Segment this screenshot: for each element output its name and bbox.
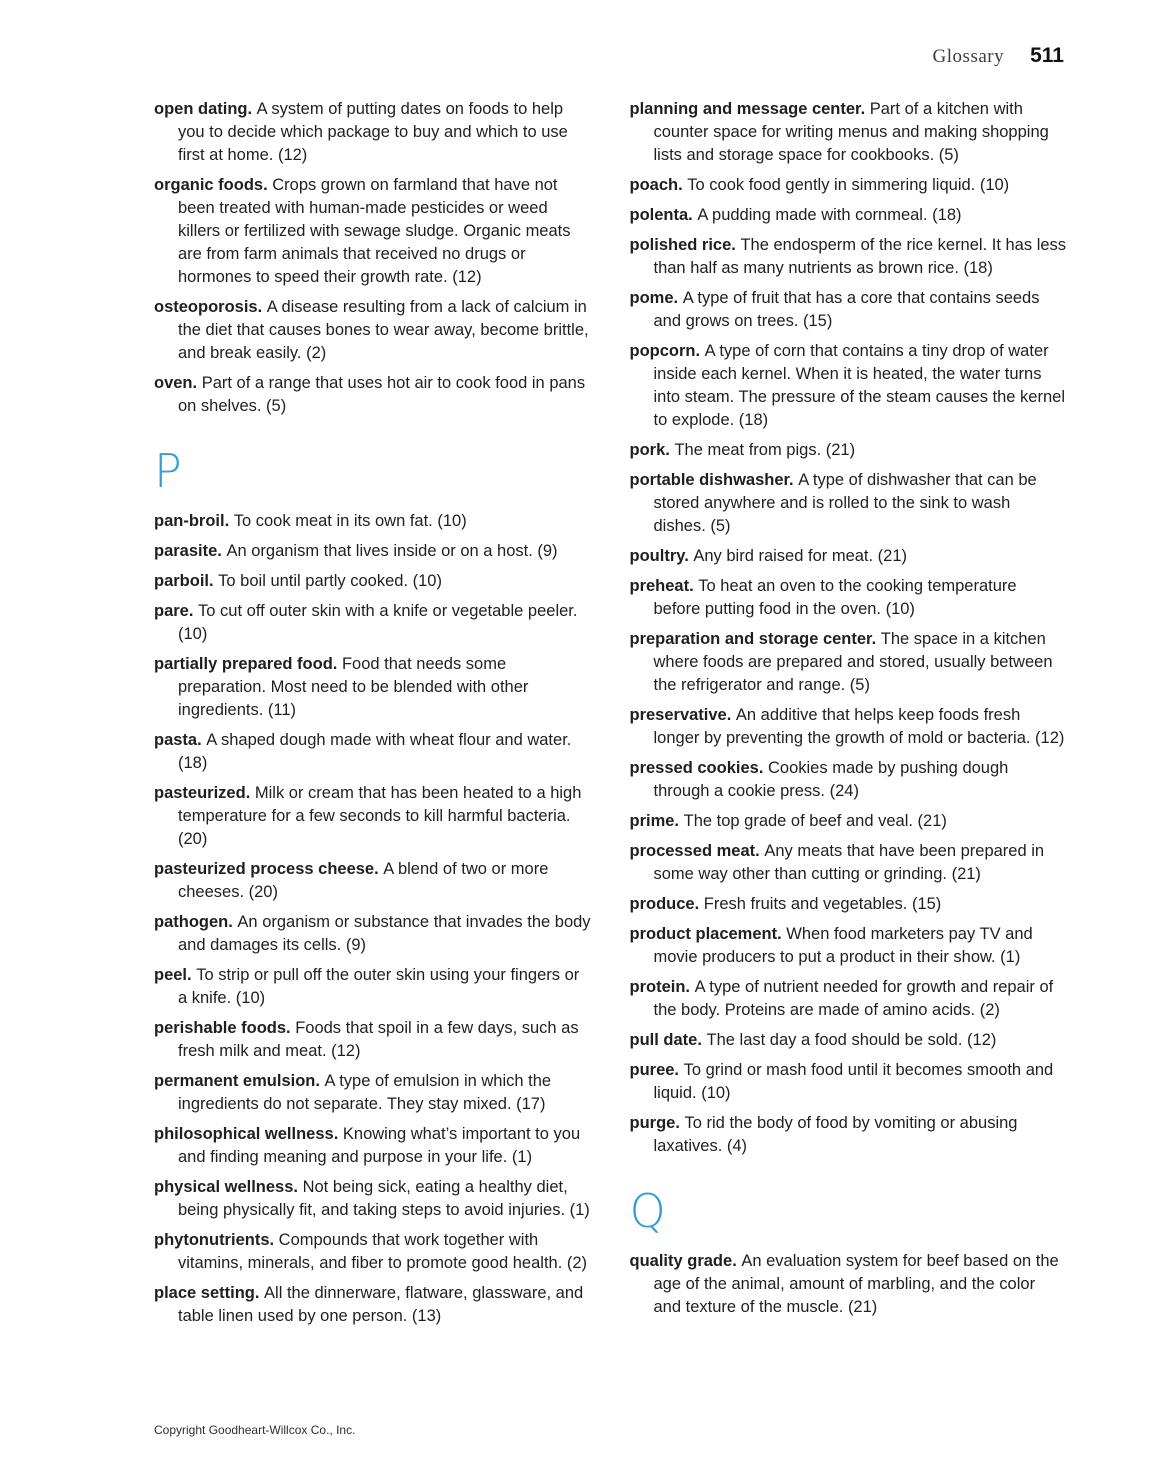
glossary-entry [630,287,1068,333]
entry-definition: An evaluation system for beef based on the age of the animal, amount of marbling, and the color and texture of the muscle. (21) [653,1252,1059,1316]
entry-definition: An additive that helps keep foods fresh longer by preventing the growth of mold or bacteria. (12) [653,706,1065,747]
entry-definition: Any meats that have been prepared in some way other than cutting or grinding. (21) [653,842,1045,883]
entry-term: pressed cookies. [629,759,768,777]
glossary-entry [630,923,1068,969]
glossary-entry [630,628,1068,697]
copyright-footer: Copyright Goodheart-Willcox Co., Inc. [154,1423,356,1437]
entry-definition: To grind or mash food until it becomes smooth and liquid. (10) [653,1061,1054,1102]
glossary-entry [630,545,1068,568]
entry-term: processed meat. [629,842,765,860]
entry-term: partially prepared food. [154,655,342,673]
glossary-entry [154,858,592,904]
entry-term: osteoporosis. [154,298,267,316]
entry-definition: To cook food gently in simmering liquid. (10) [687,176,1010,194]
entry-definition: A disease resulting from a lack of calcium in the diet that causes bones to wear away, become brittle, and break easily. (2) [178,298,589,362]
glossary-entry [630,174,1068,197]
entry-term: pasteurized process cheese. [154,860,384,878]
glossary-entry [630,1029,1068,1052]
entry-definition: An organism or substance that invades the body and damages its cells. (9) [178,913,591,954]
entry-definition: Food that needs some preparation. Most need to be blended with other ingredients. (11) [178,655,529,719]
entry-definition: A type of emulsion in which the ingredients do not separate. They stay mixed. (17) [178,1072,552,1113]
entry-definition: A type of fruit that has a core that contains seeds and grows on trees. (15) [653,289,1040,330]
entry-term: perishable foods. [154,1019,296,1037]
glossary-entry [154,1070,592,1116]
entry-term: parasite. [154,542,227,560]
entry-term: portable dishwasher. [629,471,799,489]
entry-definition: An organism that lives inside or on a host. (9) [226,542,558,560]
glossary-entry [630,976,1068,1022]
entry-definition: A type of corn that contains a tiny drop of water inside each kernel. When it is heated, the water turns into steam. The pressure of the steam causes the kernel to explode. (18) [653,342,1065,429]
entry-term: quality grade. [629,1252,742,1270]
glossary-entry [154,372,592,418]
entry-definition: A type of nutrient needed for growth and repair of the body. Proteins are made of amino acids. (2) [653,978,1054,1019]
entry-term: philosophical wellness. [154,1125,343,1143]
entry-definition: The space in a kitchen where foods are prepared and stored, usually between the refrigerator and range. (5) [653,630,1053,694]
entry-definition: To rid the body of food by vomiting or abusing laxatives. (4) [653,1114,1018,1155]
entry-term: organic foods. [154,176,273,194]
glossary-entry [154,1282,592,1328]
entry-definition: The last day a food should be sold. (12) [706,1031,997,1049]
entry-definition: To strip or pull off the outer skin using your fingers or a knife. (10) [178,966,580,1007]
glossary-entry [154,570,592,593]
entry-term: preheat. [629,577,699,595]
entry-term: place setting. [154,1284,265,1302]
glossary-entry [630,340,1068,432]
glossary-entry [154,653,592,722]
entry-definition: Part of a range that uses hot air to cook food in pans on shelves. (5) [178,374,586,415]
entry-definition: When food marketers pay TV and movie producers to put a product in their show. (1) [653,925,1033,966]
entry-term: open dating. [154,100,257,118]
page-number: 511 [1030,44,1064,67]
glossary-entry [154,1017,592,1063]
glossary-content [154,98,1067,1335]
glossary-entry [154,98,592,167]
glossary-entry [154,729,592,775]
glossary-column-right [630,98,1068,1335]
entry-term: pome. [629,289,683,307]
running-head-title: Glossary [932,46,1005,67]
glossary-entry [154,540,592,563]
glossary-entry [630,204,1068,227]
entry-term: planning and message center. [629,100,870,118]
glossary-entry [154,1123,592,1169]
entry-definition: Knowing what’s important to you and finding meaning and purpose in your life. (1) [178,1125,581,1166]
entry-term: parboil. [154,572,219,590]
glossary-entry [630,840,1068,886]
entry-term: puree. [629,1061,684,1079]
entry-term: polenta. [629,206,698,224]
glossary-entry [630,1112,1068,1158]
entry-definition: A type of dishwasher that can be stored anywhere and is rolled to the sink to wash dishes. (5) [653,471,1037,535]
entry-term: popcorn. [629,342,705,360]
entry-term: preservative. [629,706,736,724]
entry-definition: A system of putting dates on foods to help you to decide which package to buy and which to use first at home. (12) [178,100,568,164]
entry-definition: Not being sick, eating a healthy diet, being physically fit, and taking steps to avoid injuries. (1) [178,1178,590,1219]
entry-term: purge. [629,1114,685,1132]
glossary-entry [630,439,1068,462]
glossary-entry [630,469,1068,538]
glossary-entry [154,911,592,957]
entry-definition: A blend of two or more cheeses. (20) [178,860,549,901]
entry-term: pull date. [629,1031,707,1049]
entry-definition: Cookies made by pushing dough through a cookie press. (24) [653,759,1009,800]
entry-definition: Crops grown on farmland that have not been treated with human-made pesticides or weed killers or fertilized with sewage sludge. Organic meats are from farm animals that received no drugs or hormones to speed their growth rate. (12) [178,176,571,286]
entry-term: pork. [629,441,675,459]
glossary-entry [154,782,592,851]
glossary-entry [630,1250,1068,1319]
entry-definition: Foods that spoil in a few days, such as fresh milk and meat. (12) [178,1019,579,1060]
entry-term: product placement. [629,925,787,943]
entry-term: oven. [154,374,202,392]
entry-definition: To cut off outer skin with a knife or vegetable peeler. (10) [178,602,578,643]
entry-definition: To heat an oven to the cooking temperature before putting food in the oven. (10) [653,577,1017,618]
entry-definition: A shaped dough made with wheat flour and water. (18) [178,731,572,772]
glossary-entry [154,174,592,289]
glossary-entry [630,1059,1068,1105]
entry-term: produce. [629,895,704,913]
entry-definition: Milk or cream that has been heated to a high temperature for a few seconds to kill harmful bacteria. (20) [178,784,582,848]
glossary-entry [630,234,1068,280]
entry-definition: All the dinnerware, flatware, glassware, and table linen used by one person. (13) [178,1284,584,1325]
glossary-entry [630,893,1068,916]
entry-term: physical wellness. [154,1178,303,1196]
entry-definition: Fresh fruits and vegetables. (15) [703,895,942,913]
entry-term: pan-broil. [154,512,234,530]
entry-term: protein. [629,978,695,996]
entry-term: pathogen. [154,913,238,931]
entry-term: poultry. [629,547,694,565]
running-head [933,44,1064,68]
entry-term: polished rice. [629,236,741,254]
entry-term: prime. [629,812,684,830]
entry-term: pasta. [154,731,207,749]
glossary-entry [630,98,1068,167]
glossary-entry [630,810,1068,833]
entry-definition: Any bird raised for meat. (21) [693,547,908,565]
glossary-entry [154,1176,592,1222]
glossary-entry [154,1229,592,1275]
section-letter: P [154,444,182,498]
entry-definition: The meat from pigs. (21) [674,441,856,459]
glossary-entry [630,704,1068,750]
entry-definition: Compounds that work together with vitamins, minerals, and fiber to promote good health. (2) [178,1231,588,1272]
glossary-entry [630,575,1068,621]
entry-term: permanent emulsion. [154,1072,325,1090]
entry-term: pare. [154,602,199,620]
glossary-entry [154,296,592,365]
entry-term: phytonutrients. [154,1231,279,1249]
entry-definition: To boil until partly cooked. (10) [218,572,442,590]
entry-term: preparation and storage center. [629,630,881,648]
glossary-column-left [154,98,592,1335]
entry-definition: The top grade of beef and veal. (21) [683,812,947,830]
entry-term: peel. [154,966,197,984]
entry-definition: The endosperm of the rice kernel. It has less than half as many nutrients as brown rice. (18) [653,236,1067,277]
glossary-entry [154,600,592,646]
entry-term: poach. [629,176,688,194]
glossary-entry [154,964,592,1010]
section-letter: Q [629,1184,666,1238]
glossary-entry [630,757,1068,803]
entry-definition: Part of a kitchen with counter space for writing menus and making shopping lists and storage space for cookbooks. (5) [653,100,1049,164]
entry-term: pasteurized. [154,784,255,802]
entry-definition: To cook meat in its own fat. (10) [233,512,467,530]
entry-definition: A pudding made with cornmeal. (18) [697,206,962,224]
glossary-entry [154,510,592,533]
